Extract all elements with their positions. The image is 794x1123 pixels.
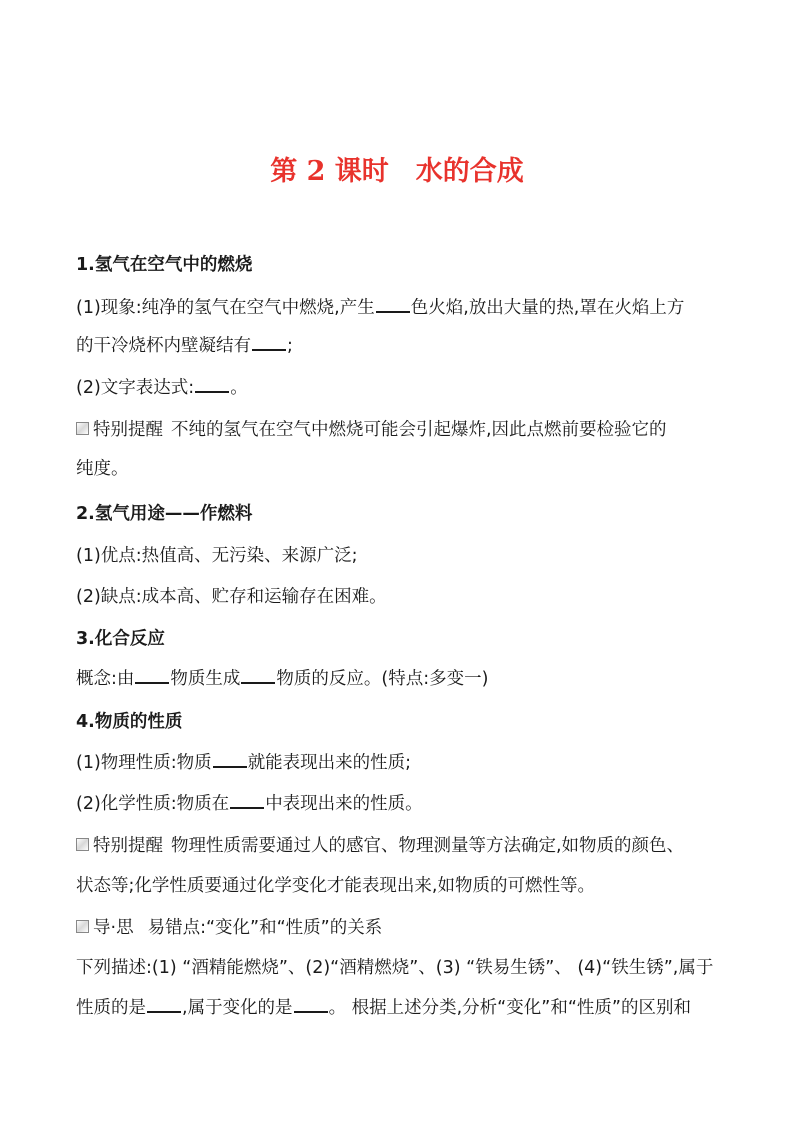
section-heading-4: 4.物质的性质: [76, 712, 183, 732]
section-heading-2: 2.氢气用途——作燃料: [76, 504, 253, 524]
s1-tip-line-1: [76, 418, 667, 442]
s3-paragraph: [76, 667, 488, 691]
section-heading-1: 1.氢气在空气中的燃烧: [76, 255, 253, 275]
answer-blank[interactable]: [147, 1010, 181, 1013]
guide-text-b: ,属于变化的是: [182, 998, 293, 1018]
s1-paragraph-1-line-2: [76, 334, 293, 358]
guide-label: 导·思: [93, 918, 134, 938]
guide-text-c: 。 根据上述分类,分析“变化”和“性质”的区别和: [328, 998, 691, 1018]
tip-label: 特别提醒: [93, 420, 163, 440]
answer-blank[interactable]: [135, 681, 169, 684]
s4-p1-text-a: (1)物理性质:物质: [76, 753, 212, 773]
s3-text-a: 概念:由: [76, 669, 135, 689]
s1-p1-text-b: 色火焰,放出大量的热,罩在火焰上方: [410, 298, 685, 318]
section-heading-3: 3.化合反应: [76, 629, 165, 649]
s3-text-b: 物质生成: [170, 669, 241, 689]
s4-paragraph-1: [76, 751, 411, 775]
note-icon: [76, 422, 89, 435]
answer-blank[interactable]: [195, 390, 229, 393]
s4-tip-text-a: 物理性质需要通过人的感官、物理测量等方法确定,如物质的颜色、: [171, 836, 685, 856]
s1-tip-text-a: 不纯的氢气在空气中燃烧可能会引起爆炸,因此点燃前要检验它的: [171, 420, 667, 440]
answer-blank[interactable]: [230, 806, 264, 809]
guide-header: [76, 916, 382, 940]
s4-paragraph-2: [76, 792, 423, 816]
s2-paragraph-1: (1)优点:热值高、无污染、来源广泛;: [76, 546, 358, 566]
page-title: 第 2 课时 水的合成: [270, 156, 524, 187]
s4-p1-text-b: 就能表现出来的性质;: [247, 753, 412, 773]
s1-paragraph-1-line-1: [76, 296, 684, 320]
s4-tip-line-1: [76, 834, 684, 858]
tip-label: 特别提醒: [93, 836, 163, 856]
s1-p2-text-b: 。: [230, 378, 248, 398]
note-icon: [76, 920, 89, 933]
s4-p2-text-a: (2)化学性质:物质在: [76, 794, 230, 814]
answer-blank[interactable]: [294, 1010, 328, 1013]
guide-paragraph-line-1: 下列描述:(1) “酒精能燃烧”、(2)“酒精燃烧”、(3) “铁易生锈”、 (4)“铁生锈”,属于: [76, 958, 714, 978]
s1-p2-text-a: (2)文字表达式:: [76, 378, 195, 398]
s1-p1-text-a: (1)现象:纯净的氢气在空气中燃烧,产生: [76, 298, 375, 318]
note-icon: [76, 838, 89, 851]
s2-paragraph-2: (2)缺点:成本高、贮存和运输存在困难。: [76, 587, 387, 607]
guide-paragraph-line-2: [76, 996, 691, 1020]
guide-topic: 易错点:“变化”和“性质”的关系: [147, 918, 383, 938]
s1-paragraph-2: [76, 376, 248, 400]
s3-text-c: 物质的反应。(特点:多变一): [276, 669, 489, 689]
answer-blank[interactable]: [241, 681, 275, 684]
answer-blank[interactable]: [376, 310, 410, 313]
answer-blank[interactable]: [252, 348, 286, 351]
s4-tip-line-2: 状态等;化学性质要通过化学变化才能表现出来,如物质的可燃性等。: [76, 876, 595, 896]
s1-tip-line-2: 纯度。: [76, 459, 129, 479]
s4-p2-text-b: 中表现出来的性质。: [265, 794, 423, 814]
answer-blank[interactable]: [213, 765, 247, 768]
guide-text-a: 性质的是: [76, 998, 146, 1018]
s1-p1-text-d: ;: [287, 336, 293, 356]
s1-p1-text-c: 的干冷烧杯内壁凝结有: [76, 336, 251, 356]
